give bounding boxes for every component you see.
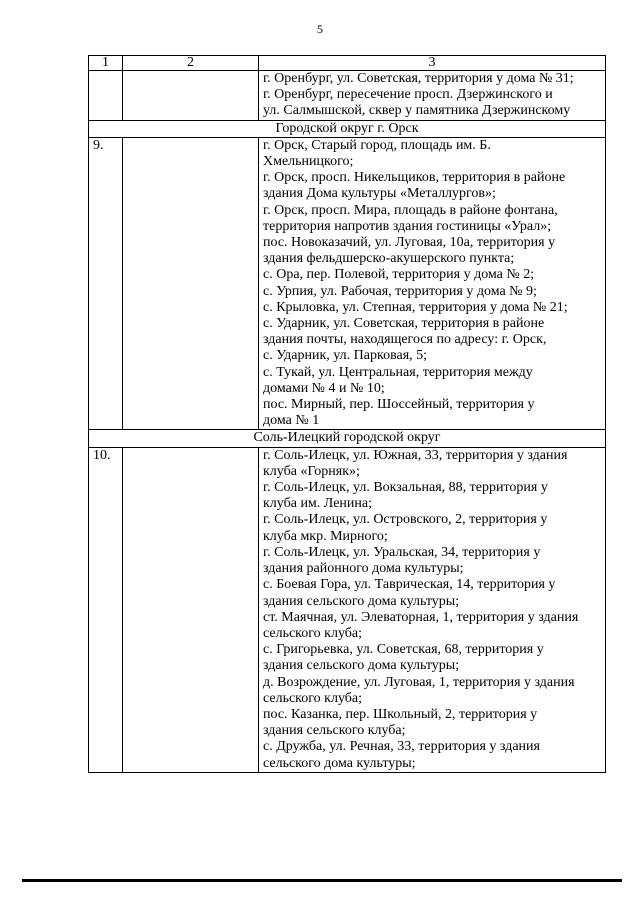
location-line: дома № 1 xyxy=(263,413,320,429)
location-line: сельского клуба; xyxy=(263,690,362,706)
location-line: клуба «Горняк»; xyxy=(263,463,360,479)
location-line: с. Крыловка, ул. Степная, территория у дома № 21; xyxy=(263,299,568,315)
location-line: с. Урпия, ул. Рабочая, территория у дома № 9; xyxy=(263,283,537,299)
location-line: с. Тукай, ул. Центральная, территория между xyxy=(263,364,533,380)
table-row-continuation xyxy=(89,71,606,121)
cell-locations xyxy=(259,71,606,121)
location-line: здания Дома культуры «Металлургов»; xyxy=(263,186,496,202)
location-line: г. Орск, просп. Никельщиков, территория в районе xyxy=(263,170,566,186)
row-number: 9. xyxy=(89,137,123,430)
location-line: территория напротив здания гостиницы «Урал»; xyxy=(263,218,552,234)
table-row xyxy=(89,137,606,430)
location-line: с. Ора, пер. Полевой, территория у дома № 2; xyxy=(263,267,535,283)
location-line: с. Григорьевка, ул. Советская, 68, территория у xyxy=(263,642,544,658)
cell-number xyxy=(89,71,123,121)
location-line: г. Соль-Илецк, ул. Уральская, 34, территория у xyxy=(263,544,541,560)
location-line: г. Соль-Илецк, ул. Южная, 33, территория у здания xyxy=(263,447,568,463)
section-header-row xyxy=(89,430,606,447)
cell-locations xyxy=(259,137,606,430)
column-header-3: 3 xyxy=(259,56,606,71)
location-line: ст. Маячная, ул. Элеваторная, 1, территория у здания xyxy=(263,609,579,625)
page-number: 5 xyxy=(317,22,323,36)
location-line: клуба им. Ленина; xyxy=(263,496,372,512)
location-line: Хмельницкого; xyxy=(263,154,354,170)
location-line: с. Ударник, ул. Советская, территория в районе xyxy=(263,316,545,332)
location-line: здания почты, находящегося по адресу: г. Орск, xyxy=(263,332,547,348)
location-line: домами № 4 и № 10; xyxy=(263,380,385,396)
column-header-1: 1 xyxy=(89,56,123,71)
location-line: здания сельского дома культуры; xyxy=(263,593,460,609)
location-line: пос. Мирный, пер. Шоссейный, территория у xyxy=(263,397,535,413)
locations-table xyxy=(88,55,606,773)
location-line: г. Оренбург, пересечение просп. Дзержинского и xyxy=(263,87,553,103)
section-title: Городской округ г. Орск xyxy=(89,120,606,137)
location-line: г. Соль-Илецк, ул. Островского, 2, территория у xyxy=(263,512,548,528)
location-line: с. Ударник, ул. Парковая, 5; xyxy=(263,348,428,364)
table-row xyxy=(89,447,606,772)
section-header-row xyxy=(89,120,606,137)
location-line: здания районного дома культуры; xyxy=(263,561,464,577)
bottom-divider xyxy=(22,879,622,882)
location-line: г. Оренбург, ул. Советская, территория у дома № 31; xyxy=(263,71,574,86)
location-line: здания сельского клуба; xyxy=(263,723,406,739)
location-line: с. Боевая Гора, ул. Таврическая, 14, территория у xyxy=(263,577,556,593)
location-line: ул. Салмышской, сквер у памятника Дзержинскому xyxy=(263,103,571,119)
column-header-2: 2 xyxy=(123,56,259,71)
location-line: пос. Казанка, пер. Школьный, 2, территория у xyxy=(263,706,538,722)
table-header-row xyxy=(89,56,606,71)
cell-municipality xyxy=(123,447,259,772)
cell-municipality xyxy=(123,71,259,121)
location-line: клуба мкр. Мирного; xyxy=(263,528,388,544)
cell-locations xyxy=(259,447,606,772)
cell-municipality xyxy=(123,137,259,430)
location-line: сельского клуба; xyxy=(263,625,362,641)
location-line: с. Дружба, ул. Речная, 33, территория у здания xyxy=(263,739,540,755)
location-line: здания фельдшерско-акушерского пункта; xyxy=(263,251,515,267)
section-title: Соль-Илецкий городской округ xyxy=(89,430,606,447)
location-line: г. Соль-Илецк, ул. Вокзальная, 88, территория у xyxy=(263,480,548,496)
location-line: г. Орск, просп. Мира, площадь в районе фонтана, xyxy=(263,202,558,218)
location-line: сельского дома культуры; xyxy=(263,755,416,771)
location-line: здания сельского дома культуры; xyxy=(263,658,460,674)
location-line: г. Орск, Старый город, площадь им. Б. xyxy=(263,137,491,153)
location-line: пос. Новоказачий, ул. Луговая, 10а, территория у xyxy=(263,235,556,251)
location-line: д. Возрождение, ул. Луговая, 1, территория у здания xyxy=(263,674,575,690)
row-number: 10. xyxy=(89,447,123,772)
